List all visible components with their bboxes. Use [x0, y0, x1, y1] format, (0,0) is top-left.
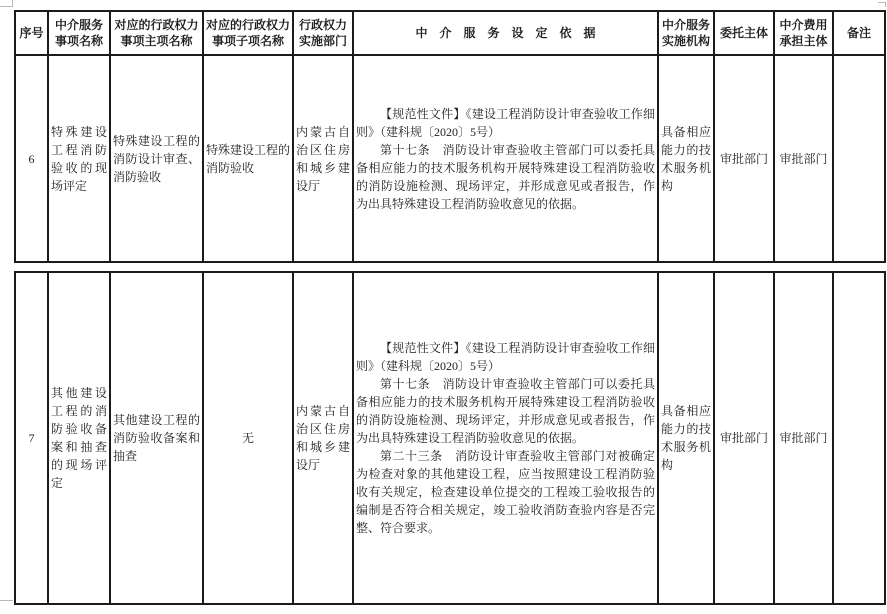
basis-paragraph: 【规范性文件】《建设工程消防设计审查验收工作细则》（建科规〔2020〕5号） — [356, 341, 655, 373]
basis-paragraph: 【规范性文件】《建设工程消防设计审查验收工作细则》（建科规〔2020〕5号） — [356, 106, 655, 139]
col-header-entrusting-party: 委托主体 — [714, 11, 774, 55]
cell-department: 内蒙古自治区住房和城乡建设厅 — [293, 55, 353, 262]
col-header-basis: 中介服务设定依据 — [353, 11, 658, 55]
cell-sub-item: 无 — [203, 272, 293, 604]
cell-agency: 具备相应能力的技术服务机构 — [658, 272, 714, 604]
cell-remark — [833, 55, 885, 262]
cell-service-name: 其他建设工程的消防验收备案和抽查的现场评定 — [48, 272, 110, 604]
header-row — [15, 11, 885, 55]
cell-service-name: 特殊建设工程消防验收的现场评定 — [48, 55, 110, 262]
cell-serial-no: 7 — [15, 272, 48, 604]
table-row-7 — [15, 272, 885, 604]
col-header-service-name: 中介服务事项名称 — [48, 11, 110, 55]
table-row-6 — [15, 55, 885, 262]
cell-fee-bearer: 审批部门 — [774, 55, 833, 262]
cell-main-item: 其他建设工程的消防验收备案和抽查 — [110, 272, 203, 604]
page-edge-artifact — [0, 6, 12, 7]
col-header-department: 行政权力实施部门 — [293, 11, 353, 55]
page-edge-artifact — [0, 600, 13, 601]
page-edge-artifact — [885, 2, 886, 7]
col-header-fee-bearer: 中介费用承担主体 — [774, 11, 833, 55]
intermediary-service-table-upper — [14, 10, 886, 263]
cell-department: 内蒙古自治区住房和城乡建设厅 — [293, 272, 353, 604]
col-header-main-item: 对应的行政权力事项主项名称 — [110, 11, 203, 55]
cell-entrusting-party: 审批部门 — [714, 55, 774, 262]
basis-paragraph: 第十七条 消防设计审查验收主管部门可以委托具备相应能力的技术服务机构开展特殊建设工程消防验收的消防设施检测、现场评定，并形成意见或者报告，作为出具特殊建设工程消防验收意见的依据。 — [356, 142, 655, 211]
col-header-sub-item: 对应的行政权力事项子项名称 — [203, 11, 293, 55]
cell-basis — [353, 272, 658, 604]
cell-agency: 具备相应能力的技术服务机构 — [658, 55, 714, 262]
cell-serial-no: 6 — [15, 55, 48, 262]
cell-remark — [833, 272, 885, 604]
col-header-agency: 中介服务实施机构 — [658, 11, 714, 55]
cell-main-item: 特殊建设工程的消防设计审查、消防验收 — [110, 55, 203, 262]
cell-sub-item: 特殊建设工程的消防验收 — [203, 55, 293, 262]
col-header-serial-no: 序号 — [15, 11, 48, 55]
page-edge-artifact — [12, 0, 13, 7]
intermediary-service-table-lower — [14, 271, 886, 605]
cell-basis — [353, 55, 658, 262]
basis-paragraph: 第二十三条 消防设计审查验收主管部门对被确定为检查对象的其他建设工程，应当按照建设工程消防验收有关规定，检查建设单位提交的工程竣工验收报告的编制是否符合相关规定，竣工验收消防查验内容是否完整、符合要求。 — [356, 449, 655, 535]
basis-paragraph: 第十七条 消防设计审查验收主管部门可以委托具备相应能力的技术服务机构开展特殊建设工程消防验收的消防设施检测、现场评定，并形成意见或者报告，作为出具特殊建设工程消防验收意见的依据。 — [356, 377, 655, 445]
cell-fee-bearer: 审批部门 — [774, 272, 833, 604]
col-header-remark: 备注 — [833, 11, 885, 55]
cell-entrusting-party: 审批部门 — [714, 272, 774, 604]
